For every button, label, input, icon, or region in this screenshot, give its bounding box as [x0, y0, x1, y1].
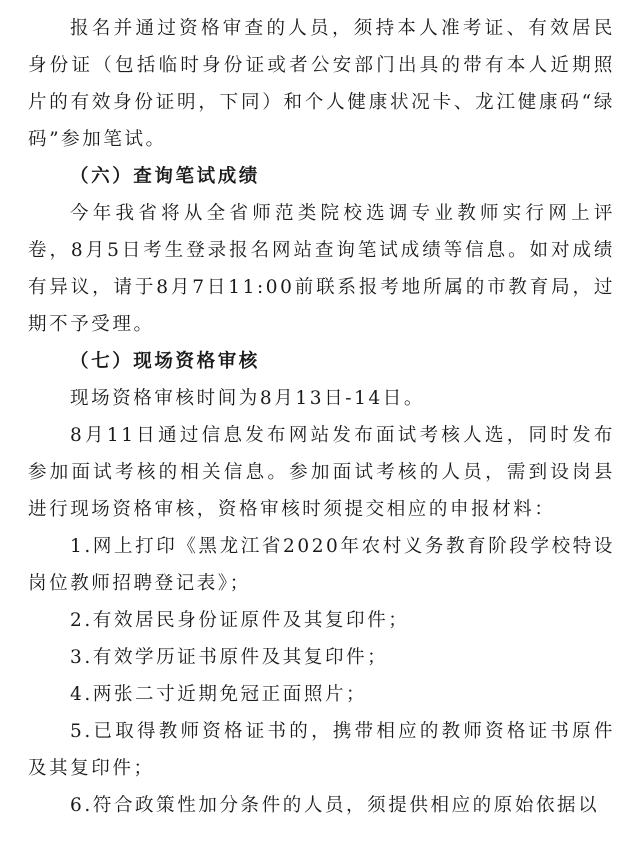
list-item-3: 3.有效学历证书原件及其复印件；: [70, 647, 389, 668]
list-item-6: 6.符合政策性加分条件的人员，须提供相应的原始依据以: [70, 795, 600, 816]
list-item-5: 5.已取得教师资格证书的，携带相应的教师资格证书原件及其复印件；: [28, 721, 615, 779]
section-heading-score-query: （六）查询笔试成绩: [70, 166, 260, 187]
paragraph-score-query: 今年我省将从全省师范类院校选调专业教师实行网上评卷，8月5日考生登录报名网站查询笔试成绩等信息。如对成绩有异议，请于8月7日11:00前联系报考地所属的市教育局，过期不予受理。: [28, 203, 615, 335]
list-item-4: 4.两张二寸近期免冠正面照片；: [70, 684, 368, 705]
section-heading-onsite-review: （七）现场资格审核: [70, 351, 260, 372]
list-item-1: 1.网上打印《黑龙江省2020年农村义务教育阶段学校特设岗位教师招聘登记表》；: [28, 536, 615, 594]
paragraph-exam-admission: 报名并通过资格审查的人员，须持本人准考证、有效居民身份证（包括临时身份证或者公安部门出具的带有本人近期照片的有效身份证明，下同）和个人健康状况卡、龙江健康码“绿码”参加笔试。: [28, 18, 615, 150]
list-item-2: 2.有效居民身份证原件及其复印件；: [70, 610, 410, 631]
paragraph-review-time: 现场资格审核时间为8月13日-14日。: [70, 388, 426, 409]
paragraph-interview-notice: 8月11日通过信息发布网站发布面试考核人选，同时发布参加面试考核的相关信息。参加面试考核的人员，需到设岗县进行现场资格审核，资格审核时须提交相应的申报材料：: [28, 425, 615, 520]
